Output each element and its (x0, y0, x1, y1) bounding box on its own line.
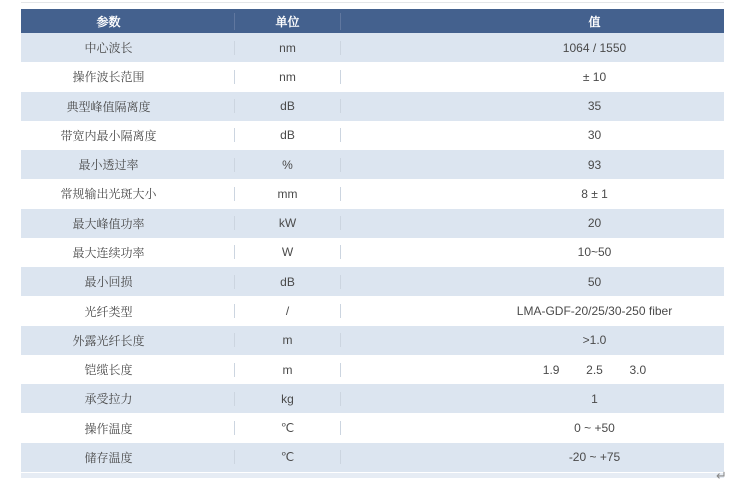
unit-cell: m (234, 333, 340, 347)
table-row (21, 296, 724, 325)
param-cell: 操作温度 (84, 421, 133, 436)
table-row (21, 62, 724, 91)
param-cell: 光纤类型 (84, 304, 133, 319)
table-row (21, 326, 724, 355)
param-cell: 外露光纤长度 (72, 333, 145, 348)
table-row (21, 384, 724, 413)
value-cell: 30 (340, 128, 724, 142)
value-cell: 35 (340, 99, 724, 113)
param-cell: 中心波长 (84, 41, 133, 56)
value-cell: 50 (340, 275, 724, 289)
param-cell: 铠缆长度 (84, 363, 133, 378)
value-cell: 0 ~ +50 (340, 421, 724, 435)
param-cell: 操作波长范围 (72, 70, 145, 85)
table-row (21, 413, 724, 442)
table-row (21, 355, 724, 384)
unit-cell: W (234, 245, 340, 259)
value-cell: 1 (340, 392, 724, 406)
table-body (21, 33, 724, 472)
unit-cell: % (234, 158, 340, 172)
value-cell: 8 ± 1 (340, 187, 724, 201)
value-cell: 10~50 (340, 245, 724, 259)
value-cell: LMA-GDF-20/25/30-250 fiber (340, 304, 724, 318)
value-cell: 93 (340, 158, 724, 172)
unit-cell: dB (234, 99, 340, 113)
param-cell: 最大连续功率 (72, 245, 145, 260)
paragraph-return-icon: ↵ (716, 468, 727, 483)
table-row (21, 209, 724, 238)
header-param: 参数 (96, 14, 121, 29)
value-cell: 1.9 2.5 3.0 (340, 363, 724, 377)
spec-table (21, 9, 724, 478)
param-cell: 带宽内最小隔离度 (60, 128, 157, 143)
table-row (21, 238, 724, 267)
table-partial-row (21, 473, 724, 478)
param-cell: 最小透过率 (78, 158, 139, 173)
unit-cell: nm (234, 41, 340, 55)
unit-cell: / (234, 304, 340, 318)
unit-cell: nm (234, 70, 340, 84)
param-cell: 储存温度 (84, 450, 133, 465)
param-cell: 最小回损 (84, 275, 133, 290)
value-cell: -20 ~ +75 (340, 450, 724, 464)
value-cell: 1064 / 1550 (340, 41, 724, 55)
unit-cell: ℃ (234, 421, 340, 435)
value-cell: ± 10 (340, 70, 724, 84)
table-row (21, 92, 724, 121)
header-value: 值 (340, 13, 724, 30)
unit-cell: m (234, 363, 340, 377)
page-top-divider (21, 2, 724, 3)
param-cell: 最大峰值功率 (72, 216, 145, 231)
unit-cell: mm (234, 187, 340, 201)
unit-cell: ℃ (234, 450, 340, 464)
table-row (21, 267, 724, 296)
table-row (21, 33, 724, 62)
param-cell: 常规输出光斑大小 (60, 187, 157, 202)
table-row (21, 443, 724, 472)
table-row (21, 150, 724, 179)
table-row (21, 179, 724, 208)
value-cell: >1.0 (340, 333, 724, 347)
unit-cell: dB (234, 275, 340, 289)
param-cell: 承受拉力 (84, 392, 133, 407)
table-row (21, 121, 724, 150)
header-unit: 单位 (234, 13, 340, 30)
table-header-row (21, 9, 724, 33)
value-cell: 20 (340, 216, 724, 230)
param-cell: 典型峰值隔离度 (66, 99, 151, 114)
unit-cell: dB (234, 128, 340, 142)
unit-cell: kg (234, 392, 340, 406)
unit-cell: kW (234, 216, 340, 230)
